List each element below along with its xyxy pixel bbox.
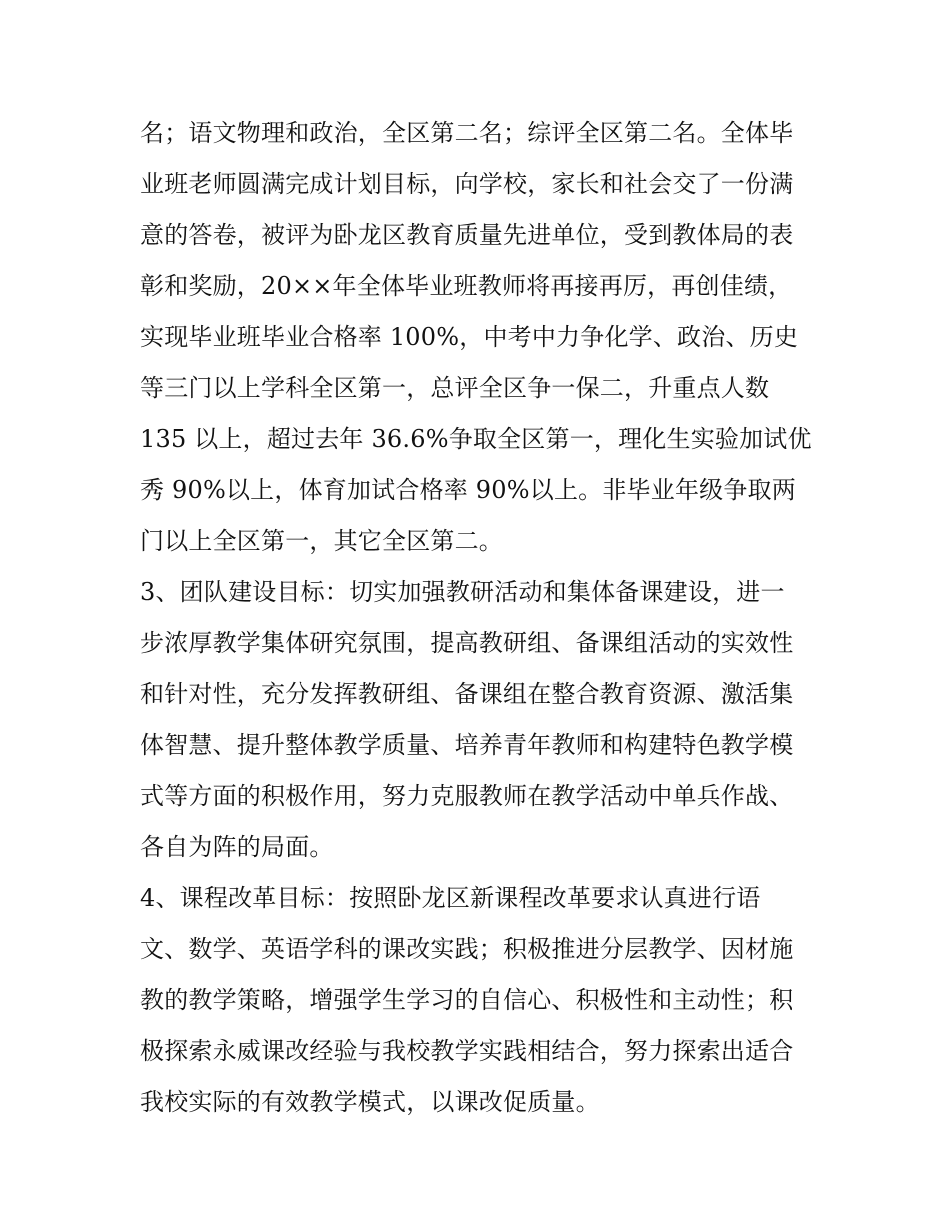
text-line: 意的答卷，被评为卧龙区教育质量先进单位，受到教体局的表 (140, 221, 794, 249)
text-line: 名；语文物理和政治，全区第二名；综评全区第二名。全体毕 (140, 119, 794, 147)
text-line: 业班老师圆满完成计划目标，向学校，家长和社会交了一份满 (140, 170, 794, 198)
section-3-heading-line: 3、团队建设目标：切实加强教研活动和集体备课建设，进一 (140, 578, 785, 606)
text-line: 等三门以上学科全区第一，总评全区争一保二，升重点人数 (140, 374, 770, 402)
text-line: 文、数学、英语学科的课改实践；积极推进分层教学、因材施 (140, 935, 794, 963)
text-line: 式等方面的积极作用，努力克服教师在教学活动中单兵作战、 (140, 782, 794, 810)
text-line: 实现毕业班毕业合格率 100%，中考中力争化学、政治、历史 (140, 323, 799, 351)
text-line: 135 以上，超过去年 36.6%争取全区第一，理化生实验加试优 (140, 425, 812, 453)
text-line: 各自为阵的局面。 (140, 833, 334, 861)
text-line: 和针对性，充分发挥教研组、备课组在整合教育资源、激活集 (140, 680, 794, 708)
text-line: 体智慧、提升整体教学质量、培养青年教师和构建特色教学模 (140, 731, 794, 759)
text-line: 极探索永威课改经验与我校教学实践相结合，努力探索出适合 (140, 1037, 794, 1065)
text-line: 步浓厚教学集体研究氛围，提高教研组、备课组活动的实效性 (140, 629, 794, 657)
text-line: 门以上全区第一，其它全区第二。 (140, 527, 503, 555)
text-line: 我校实际的有效教学模式，以课改促质量。 (140, 1088, 600, 1116)
document-body (140, 108, 820, 1128)
text-line: 彰和奖励，20××年全体毕业班教师将再接再厉，再创佳绩， (140, 272, 793, 300)
text-line: 秀 90%以上，体育加试合格率 90%以上。非毕业年级争取两 (140, 476, 796, 504)
section-4-heading-line: 4、课程改革目标：按照卧龙区新课程改革要求认真进行语 (140, 884, 761, 912)
text-line: 教的教学策略，增强学生学习的自信心、积极性和主动性；积 (140, 986, 794, 1014)
